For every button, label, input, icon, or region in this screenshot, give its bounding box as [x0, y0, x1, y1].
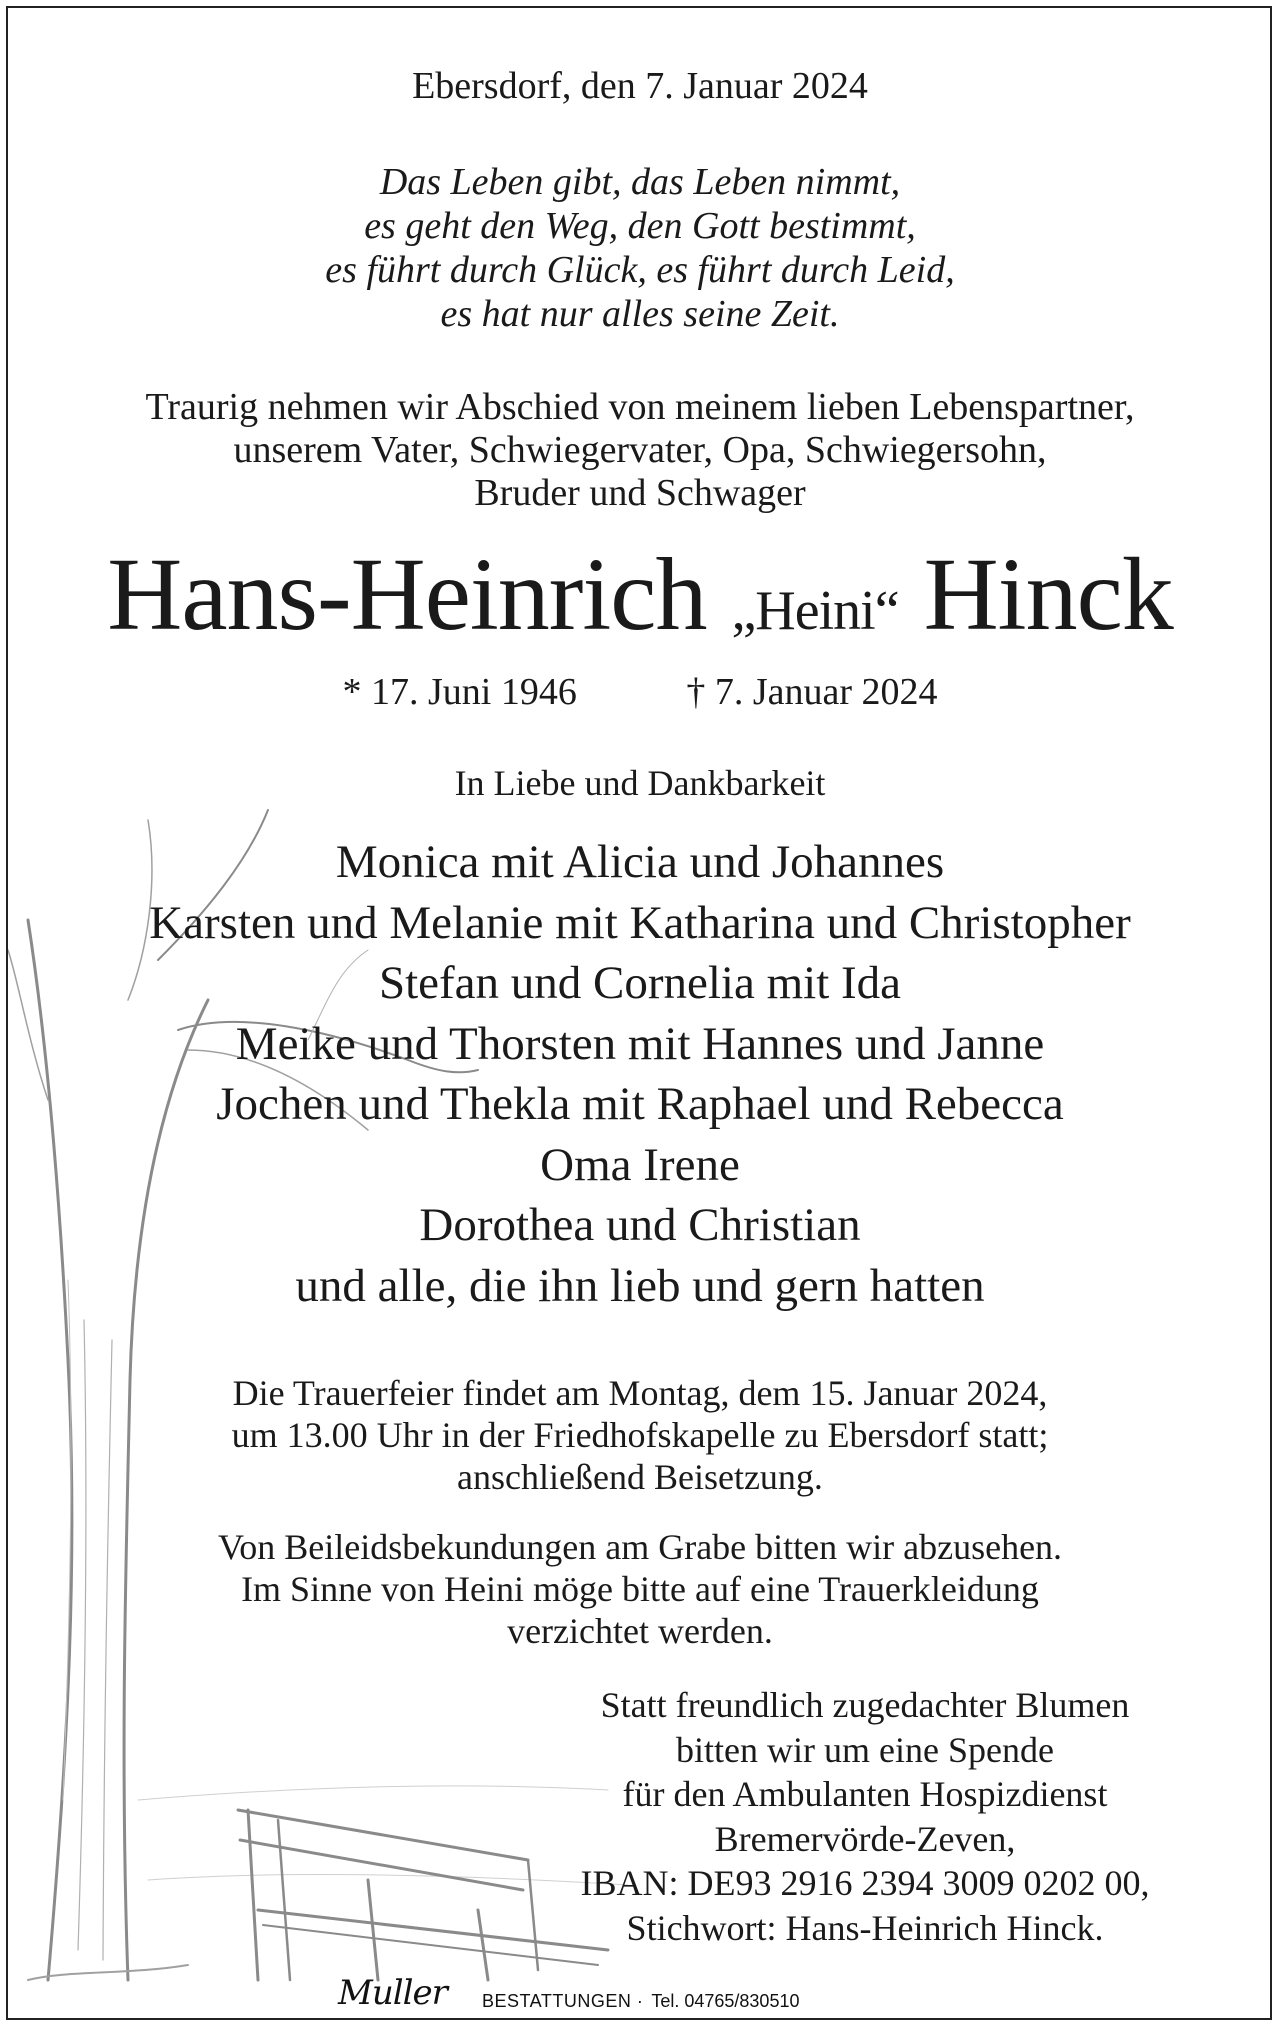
poem-line: es geht den Weg, den Gott bestimmt, [364, 205, 916, 247]
donation-iban: IBAN: DE93 2916 2394 3009 0202 00, [580, 1863, 1150, 1903]
gratitude-line [0, 762, 1280, 804]
donation-keyword: Stichwort: Hans-Heinrich Hinck. [626, 1907, 1104, 1948]
family-line: Oma Irene [540, 1138, 740, 1191]
nickname: „Heini“ [731, 580, 899, 642]
donation-line: für den Ambulanten Hospizdienst [622, 1774, 1108, 1814]
funeral-home-contact [482, 1991, 799, 2012]
birth-date: * 17. Juni 1946 [342, 671, 577, 713]
family-line: Monica mit Alicia und Johannes [335, 836, 945, 888]
intro-text [0, 386, 1280, 515]
intro-line: Bruder und Schwager [474, 472, 806, 514]
donation-line: bitten wir um eine Spende [676, 1729, 1054, 1770]
request-line: Von Beileidsbekundungen am Grabe bitten wir abzusehen. [217, 1527, 1063, 1567]
life-dates [0, 670, 1280, 714]
family-list [0, 832, 1280, 1316]
service-line: um 13.00 Uhr in der Friedhofskapelle zu Ebersdorf statt; [231, 1415, 1049, 1455]
poem-line: es hat nur alles seine Zeit. [440, 293, 840, 335]
family-line: Stefan und Cornelia mit Ida [378, 957, 902, 1009]
donation-info [545, 1683, 1185, 1950]
intro-line: Traurig nehmen wir Abschied von meinem lieben Lebenspartner, [145, 386, 1135, 428]
deceased-name [0, 537, 1280, 666]
place-date-text: Ebersdorf, den 7. Januar 2024 [412, 65, 868, 107]
poem-line: es führt durch Glück, es führt durch Leid, [325, 249, 955, 291]
funeral-home-name: BESTATTUNGEN · [482, 1991, 644, 2011]
family-line: und alle, die ihn lieb und gern hatten [295, 1259, 985, 1312]
funeral-service-info [0, 1372, 1280, 1498]
donation-line: Statt freundlich zugedachter Blumen [600, 1685, 1130, 1725]
poem-line: Das Leben gibt, das Leben nimmt, [379, 161, 901, 203]
first-name: Hans-Heinrich [107, 537, 707, 652]
death-date: † 7. Januar 2024 [686, 671, 938, 713]
family-line: Dorothea und Christian [419, 1199, 861, 1251]
family-line: Jochen und Thekla mit Raphael und Rebecca [216, 1078, 1064, 1130]
request-line: verzichtet werden. [507, 1611, 773, 1651]
condolence-request [0, 1526, 1280, 1652]
gratitude-text: In Liebe und Dankbarkeit [454, 763, 826, 803]
service-line: anschließend Beisetzung. [457, 1457, 823, 1497]
request-line: Im Sinne von Heini möge bitte auf eine Trauerkleidung [241, 1569, 1039, 1609]
donation-line: Bremervörde-Zeven, [714, 1818, 1016, 1859]
funeral-home-logo: Muller [338, 1973, 447, 2013]
place-date [0, 64, 1280, 108]
family-line: Karsten und Melanie mit Katharina und Christopher [149, 896, 1131, 949]
last-name: Hinck [923, 537, 1173, 652]
funeral-home-footer [330, 1973, 1030, 2013]
intro-line: unserem Vater, Schwiegervater, Opa, Schwiegersohn, [233, 429, 1047, 471]
funeral-home-phone: Tel. 04765/830510 [651, 1991, 800, 2011]
poem [0, 160, 1280, 336]
family-line: Meike und Thorsten mit Hannes und Janne [235, 1017, 1045, 1070]
service-line: Die Trauerfeier findet am Montag, dem 15. Januar 2024, [232, 1373, 1048, 1413]
